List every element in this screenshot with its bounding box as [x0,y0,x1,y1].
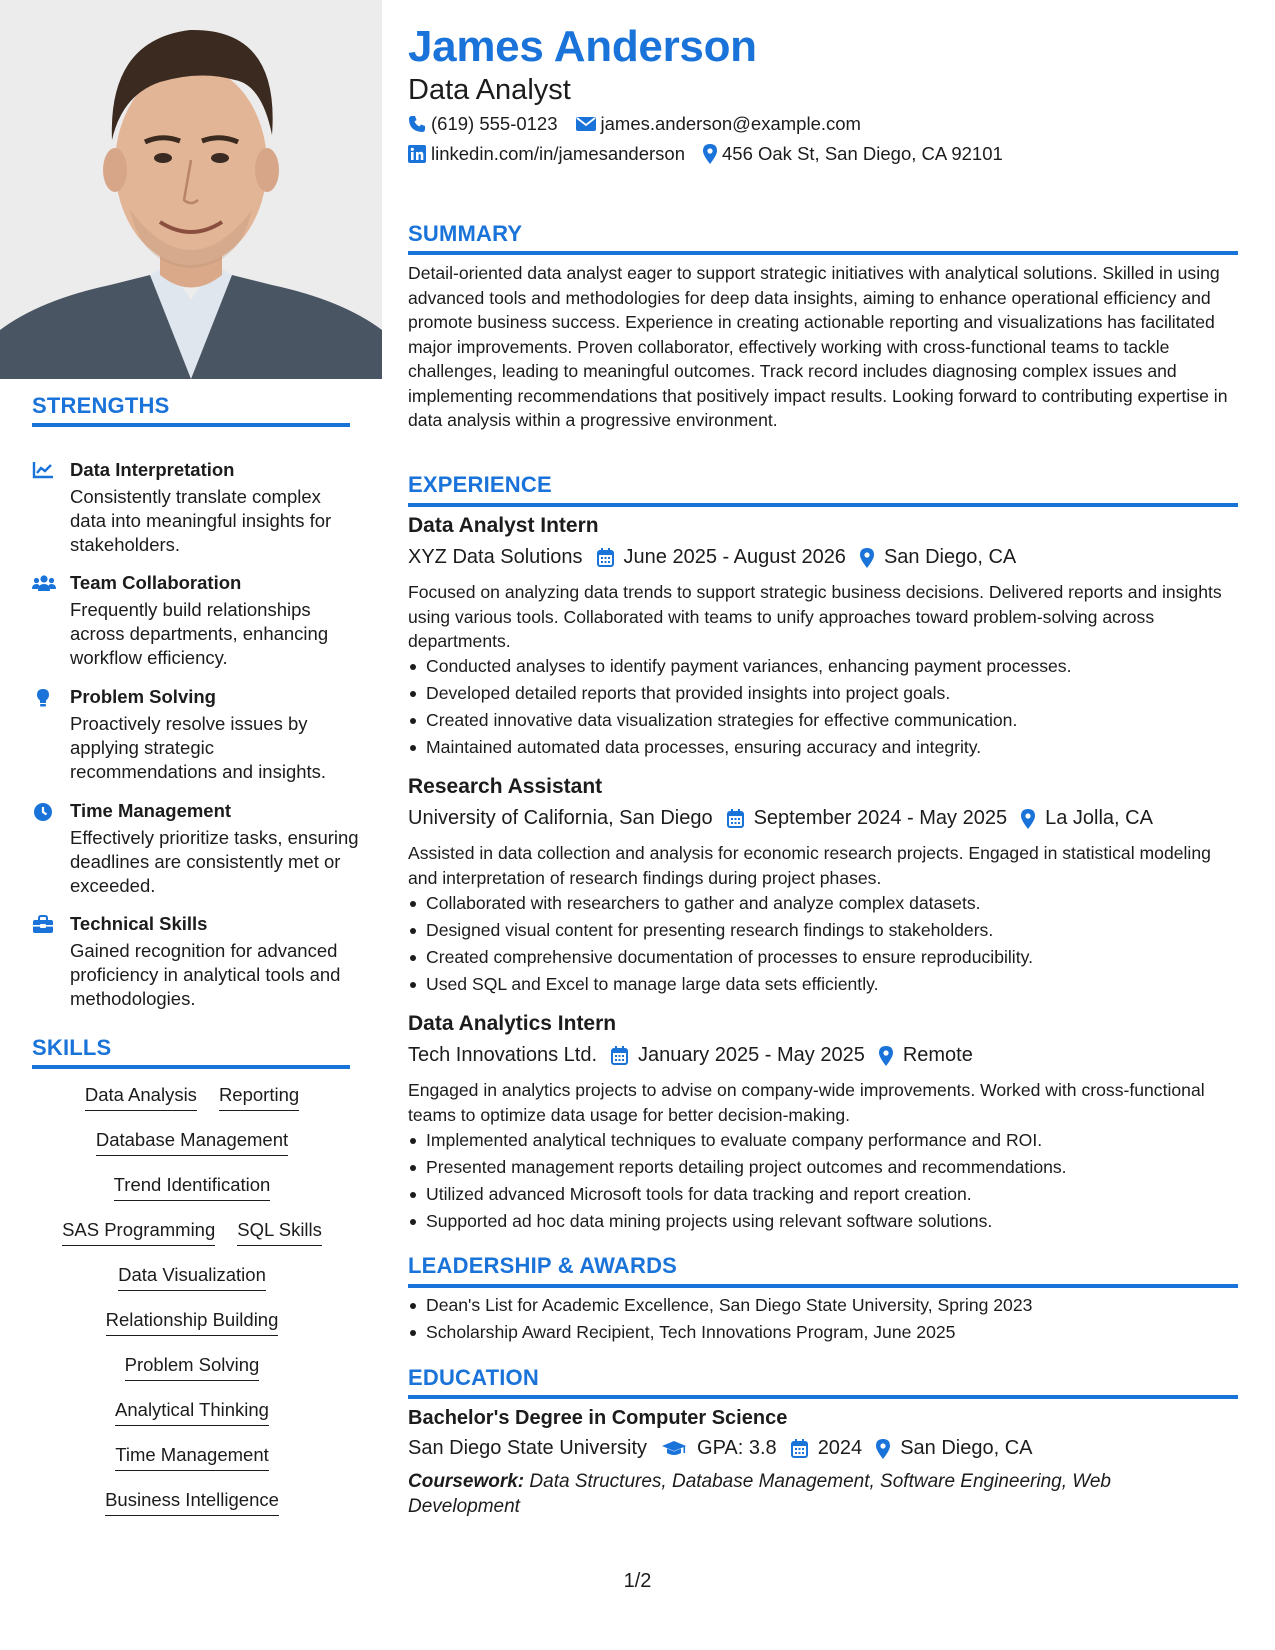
strength-text: Frequently build relationships across departments, enhancing workflow efficiency. [70,599,329,668]
strength-text: Proactively resolve issues by applying strategic recommendations and insights. [70,713,327,782]
sidebar [0,0,382,1650]
list-item: Utilized advanced Microsoft tools for data tracking and report creation. [408,1181,1067,1208]
skill-tag: Database Management [96,1129,288,1156]
strengths-heading: STRENGTHS [32,393,170,418]
candidate-name: James Anderson [408,22,757,71]
list-item: Presented management reports detailing project outcomes and recommendations. [408,1154,1067,1181]
strength-title: Time Management [70,800,232,821]
leadership-heading: LEADERSHIP & AWARDS [408,1253,678,1278]
strength-item [32,800,362,900]
calendar-icon [727,809,744,828]
linkedin-icon [408,145,426,163]
skill-tag: Trend Identification [114,1174,271,1201]
linkedin-text[interactable]: linkedin.com/in/jamesanderson [431,143,685,164]
skill-tag: SAS Programming [62,1219,215,1246]
list-item: Collaborated with researchers to gather and analyze complex datasets. [408,890,1033,917]
job-location: Remote [902,1044,973,1066]
education-location: San Diego, CA [900,1437,1033,1459]
strength-title: Team Collaboration [70,572,242,593]
strength-text: Consistently translate complex data into meaningful insights for stakeholders. [70,486,332,555]
skills-heading: SKILLS [32,1035,112,1060]
skill-tag: Data Analysis [85,1084,197,1111]
skill-tag: Analytical Thinking [115,1399,269,1426]
skill-row [32,1084,352,1111]
job-description: Engaged in analytics projects to advise on company-wide improvements. Worked with cross-functional teams to optimize data usage for better decision-making. [408,1080,1205,1125]
page-number: 1/2 [623,1570,652,1592]
skills-rule [32,1065,350,1069]
skill-tag: Reporting [219,1084,299,1111]
list-item: Designed visual content for presenting research findings to stakeholders. [408,917,1033,944]
job-dates: January 2025 - May 2025 [638,1044,865,1066]
education-meta [408,1437,1032,1460]
list-item: Conducted analyses to identify payment variances, enhancing payment processes. [408,653,1071,680]
summary-rule [408,251,1238,255]
skill-row [32,1264,352,1291]
skill-row [32,1399,352,1426]
address-text: 456 Oak St, San Diego, CA 92101 [722,143,1003,164]
skill-tag: Business Intelligence [105,1489,279,1516]
coursework-text: Data Structures, Database Management, Software Engineering, Web Development [408,1471,1111,1517]
list-item: Used SQL and Excel to manage large data sets efficiently. [408,971,1033,998]
job-bullets [408,1127,1067,1235]
list-item: Implemented analytical techniques to evaluate company performance and ROI. [408,1127,1067,1154]
job-dates: June 2025 - August 2026 [623,546,846,568]
chart-line-icon [32,461,56,481]
gpa-text: GPA: 3.8 [697,1437,777,1459]
job-meta [408,546,1016,569]
skill-row [32,1489,352,1516]
leadership-rule [408,1284,1238,1288]
strength-item [32,572,362,672]
calendar-icon [597,548,614,567]
skill-row [32,1444,352,1471]
skill-tag: Relationship Building [106,1309,279,1336]
map-pin-icon [876,1439,890,1459]
job-bullets [408,890,1033,998]
phone-text: (619) 555-0123 [431,113,558,134]
email-contact[interactable] [576,113,861,135]
email-text[interactable]: james.anderson@example.com [600,113,861,134]
coursework [408,1469,1168,1519]
skill-tag: Time Management [115,1444,269,1471]
strength-text: Effectively prioritize tasks, ensuring deadlines are consistently met or exceeded. [70,827,359,896]
strengths-rule [32,423,350,427]
contact-row [408,143,1021,165]
lightbulb-icon [32,688,56,708]
job-title: Data Analyst Intern [408,514,599,537]
degree-title: Bachelor's Degree in Computer Science [408,1407,788,1429]
job-dates: September 2024 - May 2025 [753,807,1008,829]
envelope-icon [576,116,596,132]
strength-item [32,913,362,1013]
linkedin-contact[interactable] [408,143,685,165]
phone-contact [408,113,558,135]
profile-photo [0,0,382,379]
list-item: Dean's List for Academic Excellence, San Diego State University, Spring 2023 [408,1292,1032,1319]
education-rule [408,1395,1238,1399]
map-pin-icon [879,1046,893,1066]
list-item: Created innovative data visualization strategies for effective communication. [408,707,1071,734]
list-item: Scholarship Award Recipient, Tech Innovations Program, June 2025 [408,1319,1032,1346]
graduation-cap-icon [661,1440,687,1458]
map-pin-icon [703,144,717,164]
strength-title: Problem Solving [70,686,216,707]
address-contact [703,143,1003,165]
list-item: Maintained automated data processes, ensuring accuracy and integrity. [408,734,1071,761]
experience-heading: EXPERIENCE [408,472,552,497]
education-heading: EDUCATION [408,1365,539,1390]
job-meta [408,1044,973,1067]
strength-title: Technical Skills [70,913,208,934]
job-location: San Diego, CA [883,546,1017,568]
graduation-year: 2024 [817,1437,863,1459]
users-icon [32,574,56,594]
skill-row [32,1309,352,1336]
school-name: San Diego State University [408,1437,648,1459]
list-item: Supported ad hoc data mining projects using relevant software solutions. [408,1208,1067,1235]
calendar-icon [611,1046,628,1065]
phone-icon [408,115,426,133]
contact-row [408,113,879,135]
toolbox-icon [32,915,56,935]
clock-icon [32,802,56,822]
skill-tag: Data Visualization [118,1264,266,1291]
job-company: XYZ Data Solutions [408,546,583,568]
list-item: Developed detailed reports that provided insights into project goals. [408,680,1071,707]
experience-rule [408,503,1238,507]
skill-row [32,1354,352,1381]
strength-title: Data Interpretation [70,459,235,480]
job-description: Focused on analyzing data trends to support strategic business decisions. Delivered reports and insights using various tools. Collaborated with teams to unify approaches toward problem-solving across departments. [408,582,1222,651]
job-bullets [408,653,1071,761]
job-description: Assisted in data collection and analysis for economic research projects. Engaged in statistical modeling and interpretation of research findings during project phases. [408,843,1211,888]
candidate-role: Data Analyst [408,74,571,106]
job-title: Data Analytics Intern [408,1012,617,1035]
skill-tag: Problem Solving [125,1354,260,1381]
list-item: Created comprehensive documentation of processes to ensure reproducibility. [408,944,1033,971]
summary-heading: SUMMARY [408,221,523,246]
strength-item [32,459,362,559]
skill-tag: SQL Skills [237,1219,322,1246]
coursework-label: Coursework: [408,1471,525,1492]
skill-row [32,1219,352,1246]
calendar-icon [791,1439,808,1458]
job-meta [408,807,1153,830]
map-pin-icon [860,548,874,568]
map-pin-icon [1021,809,1035,829]
skill-row [32,1129,352,1156]
job-company: University of California, San Diego [408,807,713,829]
leadership-bullets [408,1292,1032,1346]
job-company: Tech Innovations Ltd. [408,1044,598,1066]
job-title: Research Assistant [408,775,603,798]
skill-row [32,1174,352,1201]
strength-item [32,686,362,786]
summary-text: Detail-oriented data analyst eager to support strategic initiatives with analytical solutions. Skilled in using advanced tools and methodologies for deep data insights, aiming to enhance operational efficiency and promote business success. Experience in creating actionable reporting and visualizations has facilitated major improvements. Proven collaborator, effectively working with cross-functional teams to tackle challenges, leading to meaningful outcomes. Track record includes diagnosing complex issues and implementing recommendations that positively impact results. Looking forward to contributing expertise in data analysis within a progressive environment. [408,263,1228,430]
strength-text: Gained recognition for advanced proficiency in analytical tools and methodologies. [70,940,341,1009]
job-location: La Jolla, CA [1045,807,1153,829]
